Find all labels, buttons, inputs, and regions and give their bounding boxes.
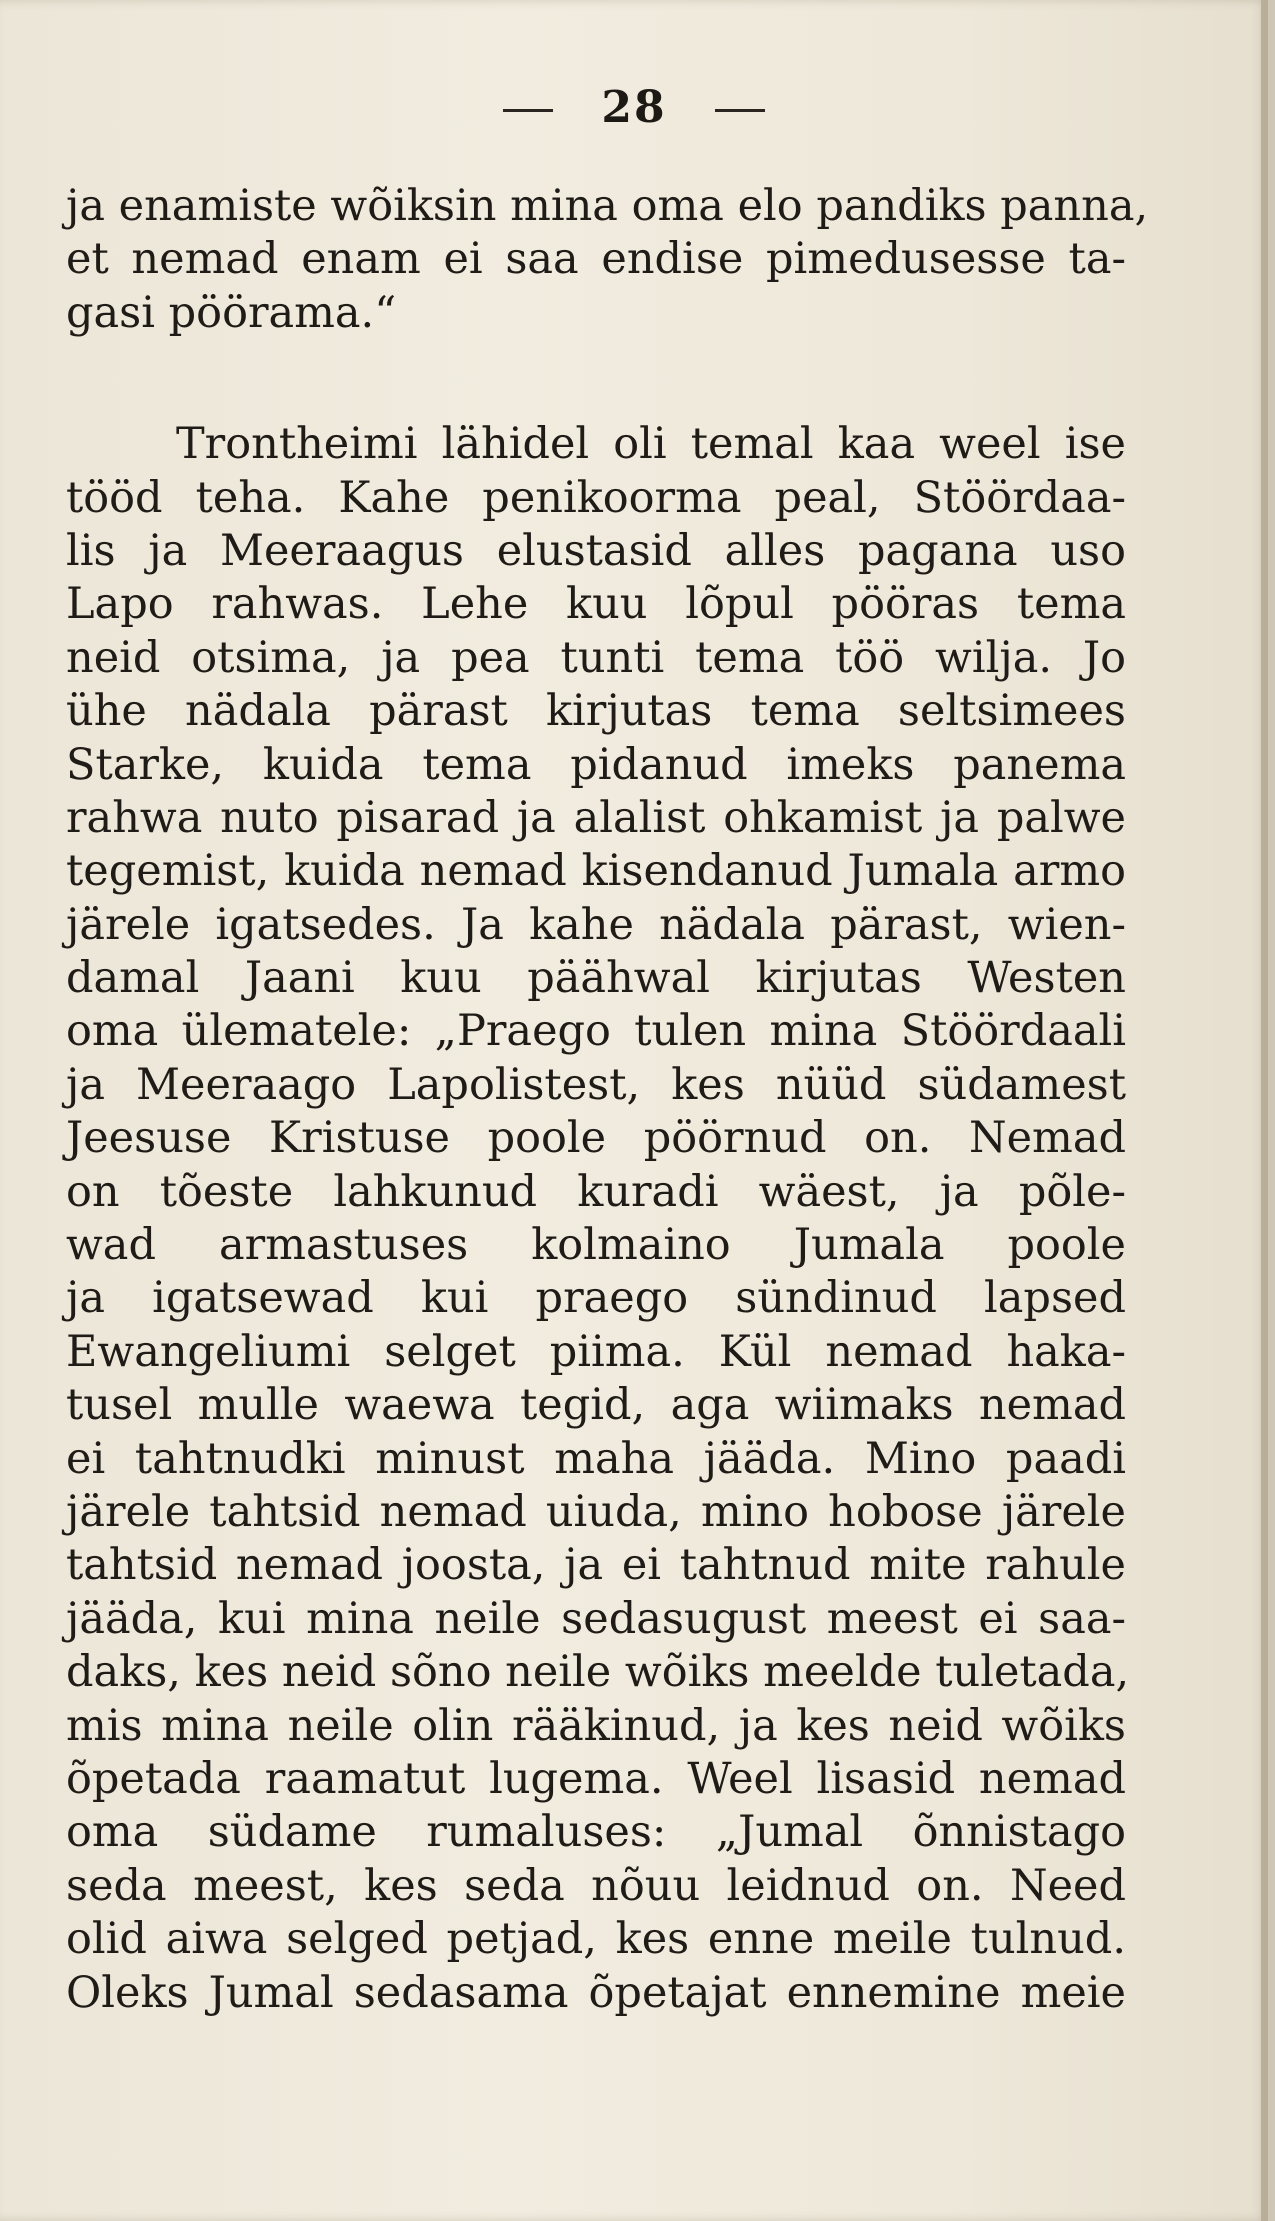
text-line: Starke, kuida tema pidanud imeks panema	[66, 739, 1126, 790]
text-line: oma südame rumaluses: „Jumal õnnistago	[66, 1807, 1126, 1858]
text-line: ei tahtnudki minust maha jääda. Mino paadi	[66, 1433, 1126, 1484]
paragraph-gap	[66, 340, 1126, 418]
text-line: tusel mulle waewa tegid, aga wiimaks nemad	[66, 1380, 1126, 1431]
text-line: Trontheimi lähidel oli temal kaa weel ise	[176, 419, 1126, 470]
text-line: oma ülematele: „Praego tulen mina Stöördaali	[66, 1006, 1126, 1057]
text-line: õpetada raamatut lugema. Weel lisasid nemad	[66, 1753, 1126, 1804]
page-body	[66, 180, 1149, 2020]
text-line: järele tahtsid nemad uiuda, mino hobose järele	[66, 1486, 1126, 1537]
text-line: tööd teha. Kahe penikoorma peal, Stöördaa-	[66, 472, 1126, 523]
text-line: Jeesuse Kristuse poole pöörnud on. Nemad	[66, 1113, 1126, 1164]
text-line: lis ja Meeraagus elustasid alles pagana uso	[66, 525, 1126, 576]
text-line: seda meest, kes seda nõuu leidnud on. Need	[66, 1860, 1126, 1911]
text-line: jääda, kui mina neile sedasugust meest ei saa-	[66, 1593, 1126, 1644]
text-line: damal Jaani kuu päähwal kirjutas Westen	[66, 953, 1126, 1004]
text-line: on tõeste lahkunud kuradi wäest, ja põle-	[66, 1166, 1126, 1217]
text-line: järele igatsedes. Ja kahe nädala pärast, wien-	[66, 899, 1126, 950]
text-line: ühe nädala pärast kirjutas tema seltsimees	[66, 686, 1126, 737]
text-line: neid otsima, ja pea tunti tema töö wilja. Jo	[66, 632, 1126, 683]
text-line: wad armastuses kolmaino Jumala poole	[66, 1220, 1126, 1271]
text-line: daks, kes neid sõno neile wõiks meelde tuletada,	[66, 1647, 1130, 1698]
text-line: ja Meeraago Lapolistest, kes nüüd südamest	[66, 1059, 1126, 1110]
text-line: ja enamiste wõiksin mina oma elo pandiks panna,	[66, 181, 1149, 231]
text-line: gasi pöörama.“	[66, 287, 397, 338]
text-line: Oleks Jumal sedasama õpetajat ennemine meie	[66, 1967, 1126, 2018]
page-number: 28	[601, 82, 667, 133]
text-line: tahtsid nemad joosta, ja ei tahtnud mite rahule	[66, 1540, 1126, 1591]
page-header	[0, 82, 1268, 133]
text-line: tegemist, kuida nemad kisendanud Jumala armo	[66, 846, 1126, 897]
text-line: rahwa nuto pisarad ja alalist ohkamist ja palwe	[66, 792, 1126, 843]
text-line: et nemad enam ei saa endise pimedusesse ta-	[66, 234, 1126, 285]
paragraph-1	[66, 180, 1149, 340]
text-line: Lapo rahwas. Lehe kuu lõpul pööras tema	[66, 579, 1126, 630]
text-line: olid aiwa selged petjad, kes enne meile tulnud.	[66, 1914, 1126, 1965]
text-line: mis mina neile olin rääkinud, ja kes neid wõiks	[66, 1700, 1126, 1751]
page-edge	[1261, 0, 1268, 2221]
paragraph-2	[66, 418, 1130, 2020]
text-line: Ewangeliumi selget piima. Kül nemad haka-	[66, 1326, 1126, 1377]
text-line: ja igatsewad kui praego sündinud lapsed	[66, 1273, 1126, 1324]
header-dash-right	[715, 109, 765, 112]
header-dash-left	[503, 109, 553, 112]
